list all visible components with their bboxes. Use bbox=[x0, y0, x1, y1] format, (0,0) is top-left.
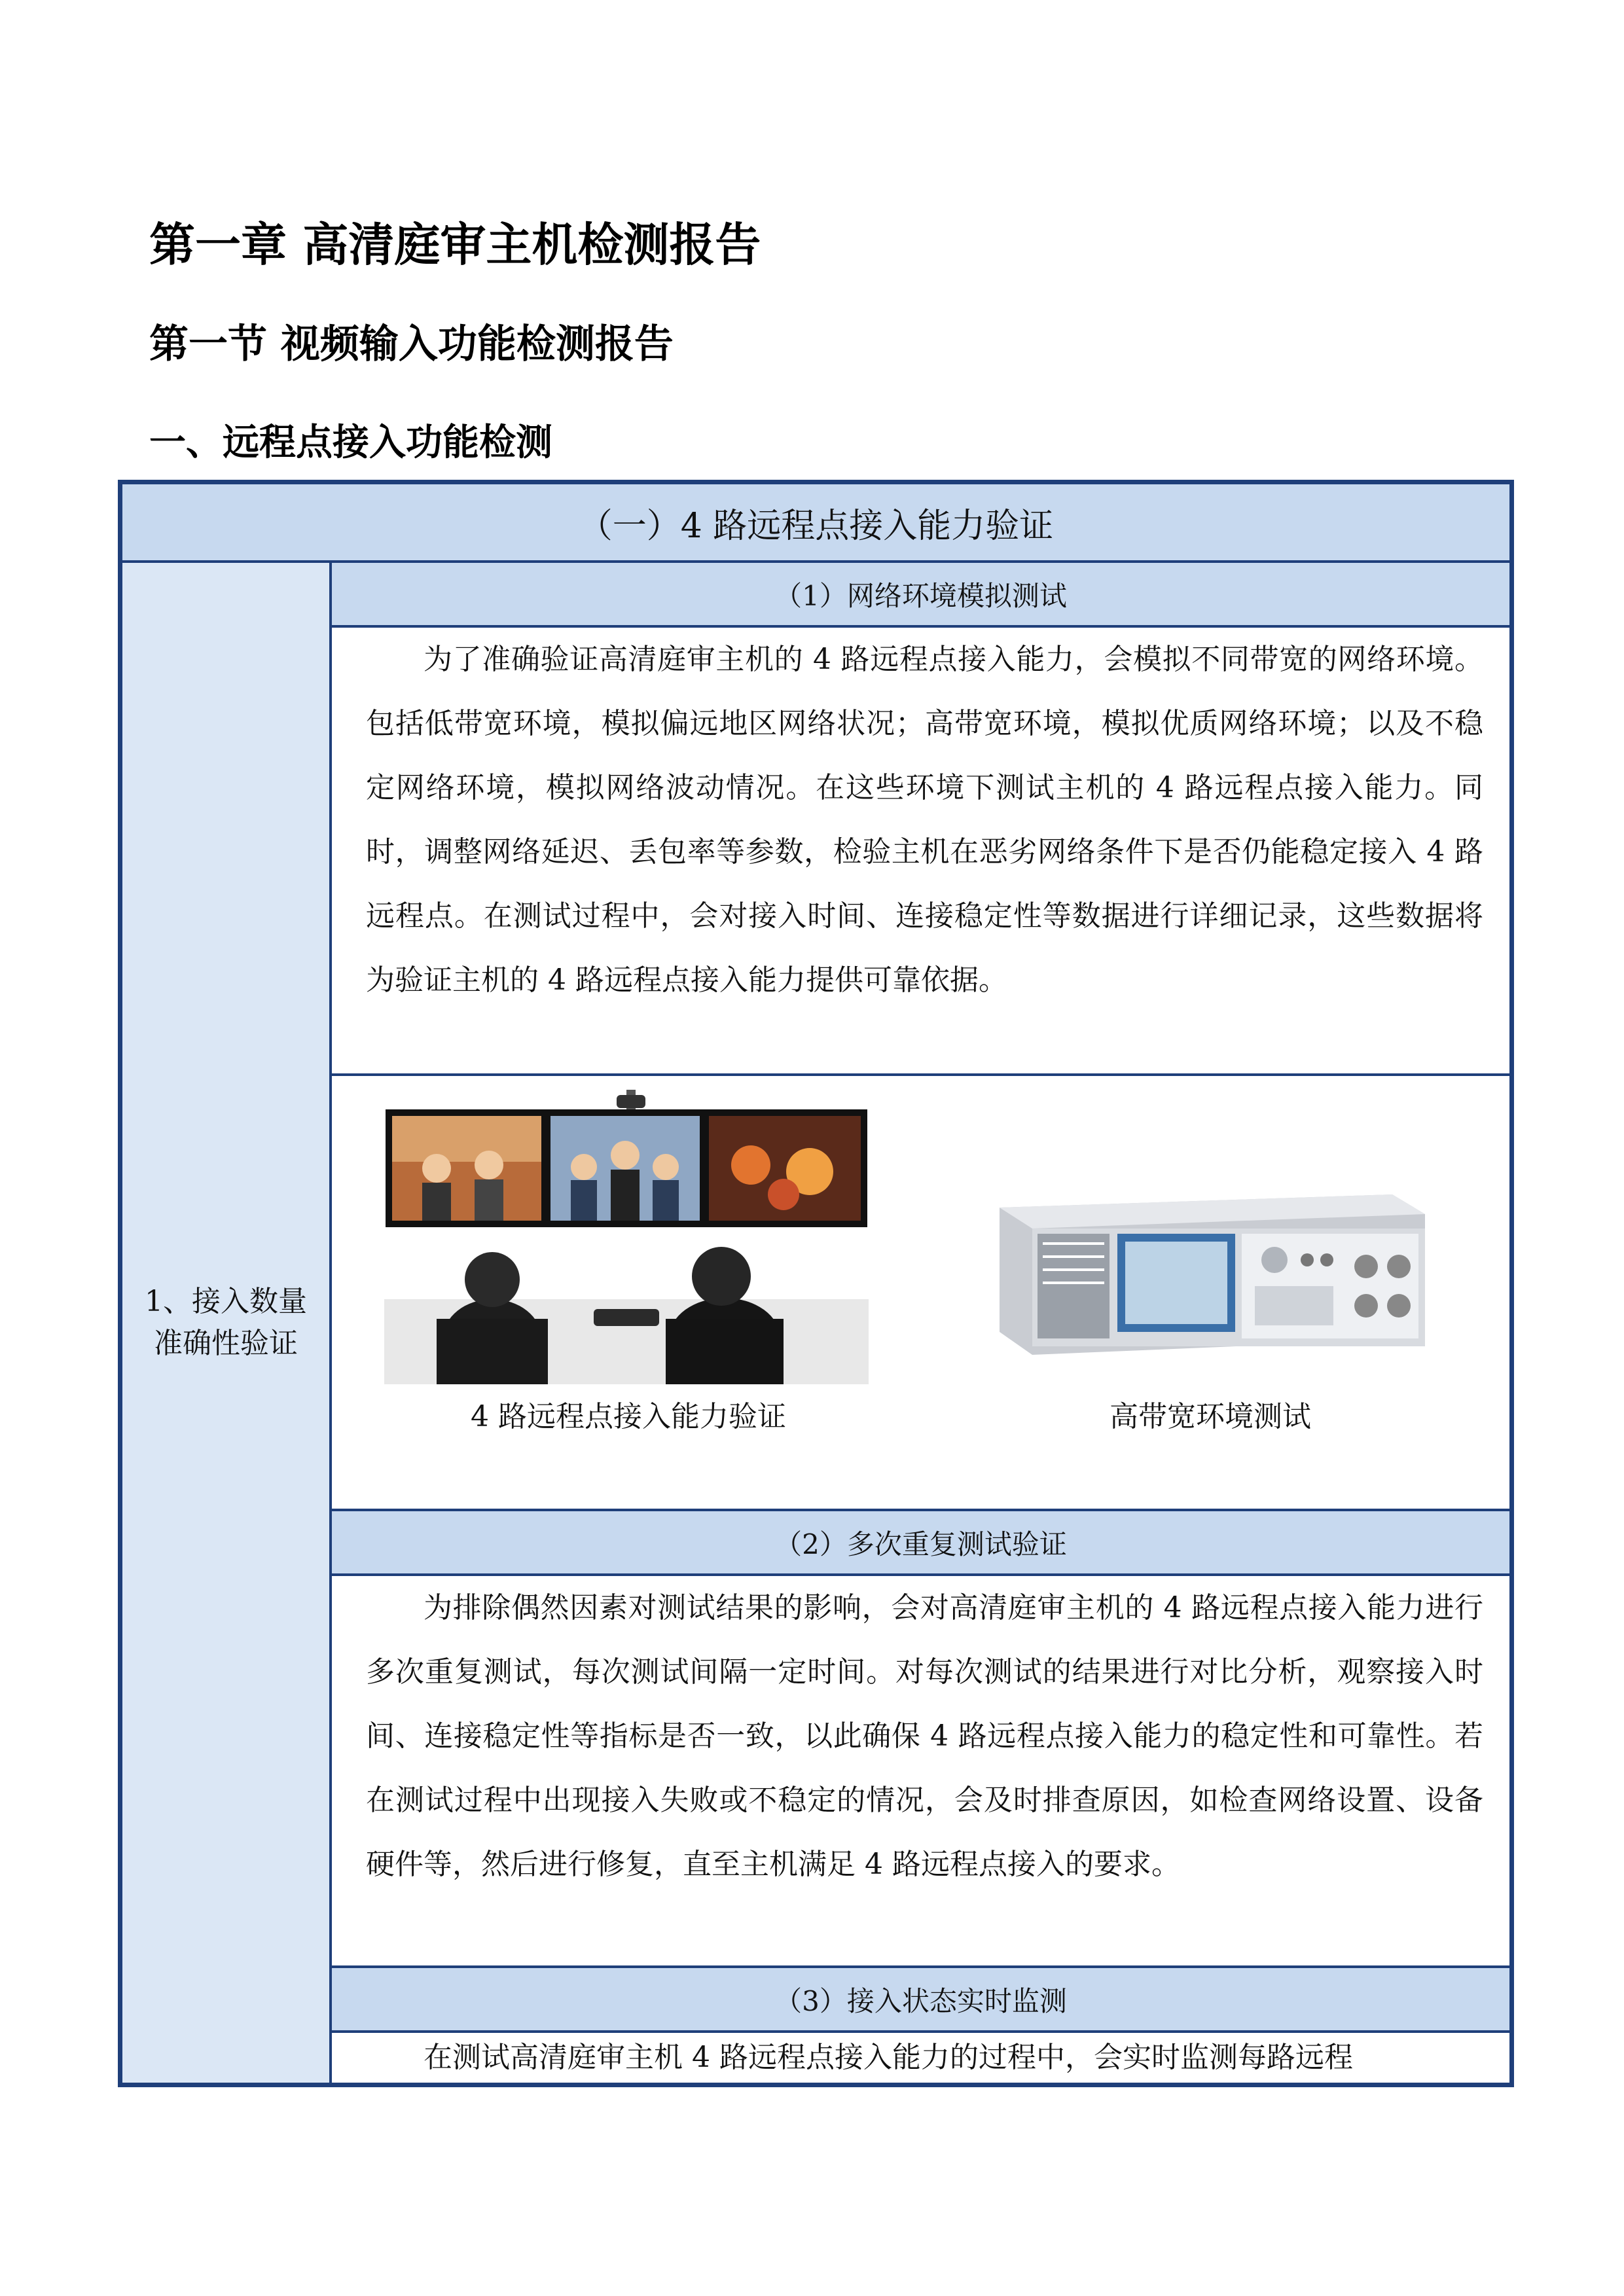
part-3-paragraph: 在测试高清庭审主机 4 路远程点接入能力的过程中，会实时监测每路远程 bbox=[424, 2041, 1353, 2074]
part-2-body bbox=[332, 1576, 1509, 1982]
report-table bbox=[118, 480, 1514, 2087]
network-tester-device-illustration bbox=[973, 1168, 1445, 1365]
part-3-heading: （3）接入状态实时监测 bbox=[332, 1968, 1509, 2030]
figure-caption-2: 高带宽环境测试 bbox=[1110, 1400, 1311, 1433]
chapter-title: 第一章 高清庭审主机检测报告 bbox=[149, 218, 761, 272]
section-title: 第一节 视频输入功能检测报告 bbox=[149, 321, 674, 367]
part-1-heading: （1）网络环境模拟测试 bbox=[332, 563, 1509, 625]
subsection-title: 一、远程点接入功能检测 bbox=[149, 422, 552, 464]
figure-caption-1: 4 路远程点接入能力验证 bbox=[471, 1400, 786, 1433]
table-title: （一）4 路远程点接入能力验证 bbox=[122, 484, 1509, 563]
left-category-label: 1、接入数量准确性验证 bbox=[122, 563, 332, 2083]
part-1-body bbox=[332, 628, 1509, 997]
part-3-body bbox=[332, 2033, 1509, 2083]
video-conference-illustration bbox=[384, 1090, 869, 1384]
part-1-paragraph: 为了准确验证高清庭审主机的 4 路远程点接入能力，会模拟不同带宽的网络环境。包括低带宽环境，模拟偏远地区网络状况；高带宽环境，模拟优质网络环境；以及不稳定网络环境，模拟网络波动情况。在这些环境下测试主机的 4 路远程点接入能力。同时，调整网络延迟、丢包率等参数，检验主机在恶劣网络条件下是否仍能稳定接入 4 路远程点。在测试过程中，会对接入时间、连接稳定性等数据进行详细记录，这些数据将为验证主机的 4 路远程点接入能力提供可靠依据。 bbox=[366, 643, 1483, 997]
part-2-heading: （2）多次重复测试验证 bbox=[332, 1511, 1509, 1573]
part-2-paragraph: 为排除偶然因素对测试结果的影响，会对高清庭审主机的 4 路远程点接入能力进行多次重复测试，每次测试间隔一定时间。对每次测试的结果进行对比分析，观察接入时间、连接稳定性等指标是否一致，以此确保 4 路远程点接入能力的稳定性和可靠性。若在测试过程中出现接入失败或不稳定的情况，会及时排查原因，如检查网络设置、设备硬件等，然后进行修复，直至主机满足 4 路远程点接入的要求。 bbox=[366, 1591, 1483, 1881]
